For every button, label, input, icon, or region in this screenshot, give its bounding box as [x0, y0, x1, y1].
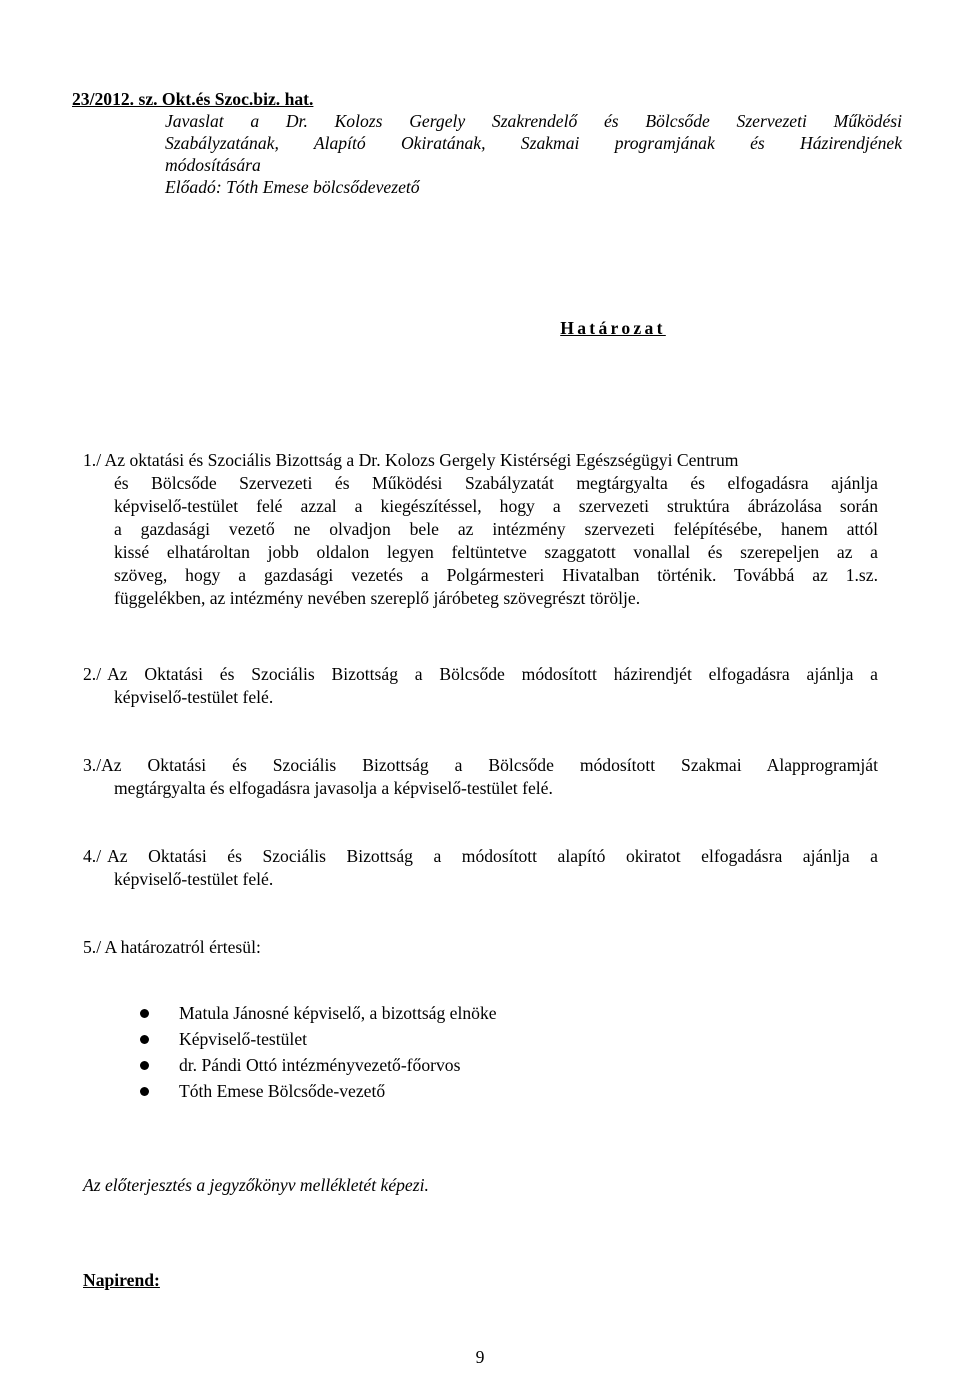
- item-1-line-7: függelékben, az intézmény nevében szereplő járóbeteg szövegrészt törölje.: [114, 588, 641, 608]
- proposal-description: [165, 110, 902, 198]
- resolution-header: [72, 88, 902, 198]
- item-3-first-row: [83, 754, 878, 777]
- item-3-line-1: Az Oktatási és Szociális Bizottság a Bölcsőde módosított Szakmai Alapprogramját: [101, 755, 878, 775]
- item-2-first-row: [83, 663, 878, 686]
- item-2-number: 2./: [83, 664, 102, 684]
- resolution-item-4: [83, 845, 878, 891]
- item-3-line-2: megtárgyalta és elfogadásra javasolja a képviselő-testület felé.: [114, 778, 553, 798]
- bullet-icon: [140, 1087, 149, 1096]
- item-2-line-1: Az Oktatási és Szociális Bizottság a Bölcsőde módosított házirendjét elfogadásra ajánlja a: [107, 664, 878, 684]
- item-1-line-3: képviselő-testület felé azzal a kiegészítéssel, hogy a szervezeti struktúra ábrázolása során: [114, 496, 878, 516]
- recipients-list: [140, 1000, 840, 1104]
- resolution-item-1: [83, 449, 878, 610]
- recipient-3: dr. Pándi Ottó intézményvezető-főorvos: [179, 1055, 461, 1075]
- resolution-item-3: [83, 754, 878, 800]
- resolution-item-2: [83, 663, 878, 709]
- item-1-line-1: Az oktatási és Szociális Bizottság a Dr. Kolozs Gergely Kistérségi Egészségügyi Centrum: [104, 450, 739, 470]
- item-4-line-1: Az Oktatási és Szociális Bizottság a módosított alapító okiratot elfogadásra ajánlja a: [107, 846, 878, 866]
- item-5-line-1: A határozatról értesül:: [104, 937, 261, 957]
- bullet-icon: [140, 1061, 149, 1070]
- resolution-number: 23/2012. sz. Okt.és Szoc.biz. hat.: [72, 89, 314, 109]
- item-1-line-2: és Bölcsőde Szervezeti és Működési Szabályzatát megtárgyalta és elfogadásra ajánlja: [114, 473, 878, 493]
- document-title: Határozat: [560, 318, 666, 338]
- item-4-first-row: [83, 845, 878, 868]
- closing-note: Az előterjesztés a jegyzőkönyv mellékletét képezi.: [83, 1175, 429, 1195]
- item-4-line-2: képviselő-testület felé.: [114, 869, 274, 889]
- item-4-number: 4./: [83, 846, 102, 866]
- item-1-line-4: a gazdasági vezető ne olvadjon bele az intézmény szervezeti felépítésébe, hanem attól: [114, 519, 878, 539]
- page-number: 9: [475, 1347, 485, 1367]
- proposal-line-3: módosítására: [165, 155, 261, 175]
- item-2-line-2: képviselő-testület felé.: [114, 687, 274, 707]
- recipient-1: Matula Jánosné képviselő, a bizottság elnöke: [179, 1003, 497, 1023]
- bullet-icon: [140, 1035, 149, 1044]
- item-3-number: 3./: [83, 755, 102, 775]
- list-item: [140, 1052, 840, 1078]
- proposal-line-1: Javaslat a Dr. Kolozs Gergely Szakrendelő és Bölcsőde Szervezeti Működési: [165, 111, 902, 131]
- list-item: [140, 1026, 840, 1052]
- recipient-4: Tóth Emese Bölcsőde-vezető: [179, 1081, 386, 1101]
- resolution-item-5: [83, 936, 878, 959]
- item-1-line-6: szöveg, hogy a gazdasági vezetés a Polgármesteri Hivatalban történik. Továbbá az 1.sz.: [114, 565, 878, 585]
- list-item: [140, 1000, 840, 1026]
- agenda-label: Napirend:: [83, 1270, 160, 1290]
- item-1-number: 1./: [83, 450, 102, 470]
- item-5-number: 5./: [83, 937, 102, 957]
- item-1-line-5: kissé elhatároltan jobb oldalon legyen feltüntetve szaggatott vonallal és szerepeljen az a: [114, 542, 878, 562]
- list-item: [140, 1078, 840, 1104]
- proposal-line-2: Szabályzatának, Alapító Okiratának, Szakmai programjának és Házirendjének: [165, 133, 902, 153]
- item-1-body: [114, 472, 878, 610]
- bullet-icon: [140, 1009, 149, 1018]
- presenter-line: Előadó: Tóth Emese bölcsődevezető: [165, 177, 420, 197]
- recipient-2: Képviselő-testület: [179, 1029, 308, 1049]
